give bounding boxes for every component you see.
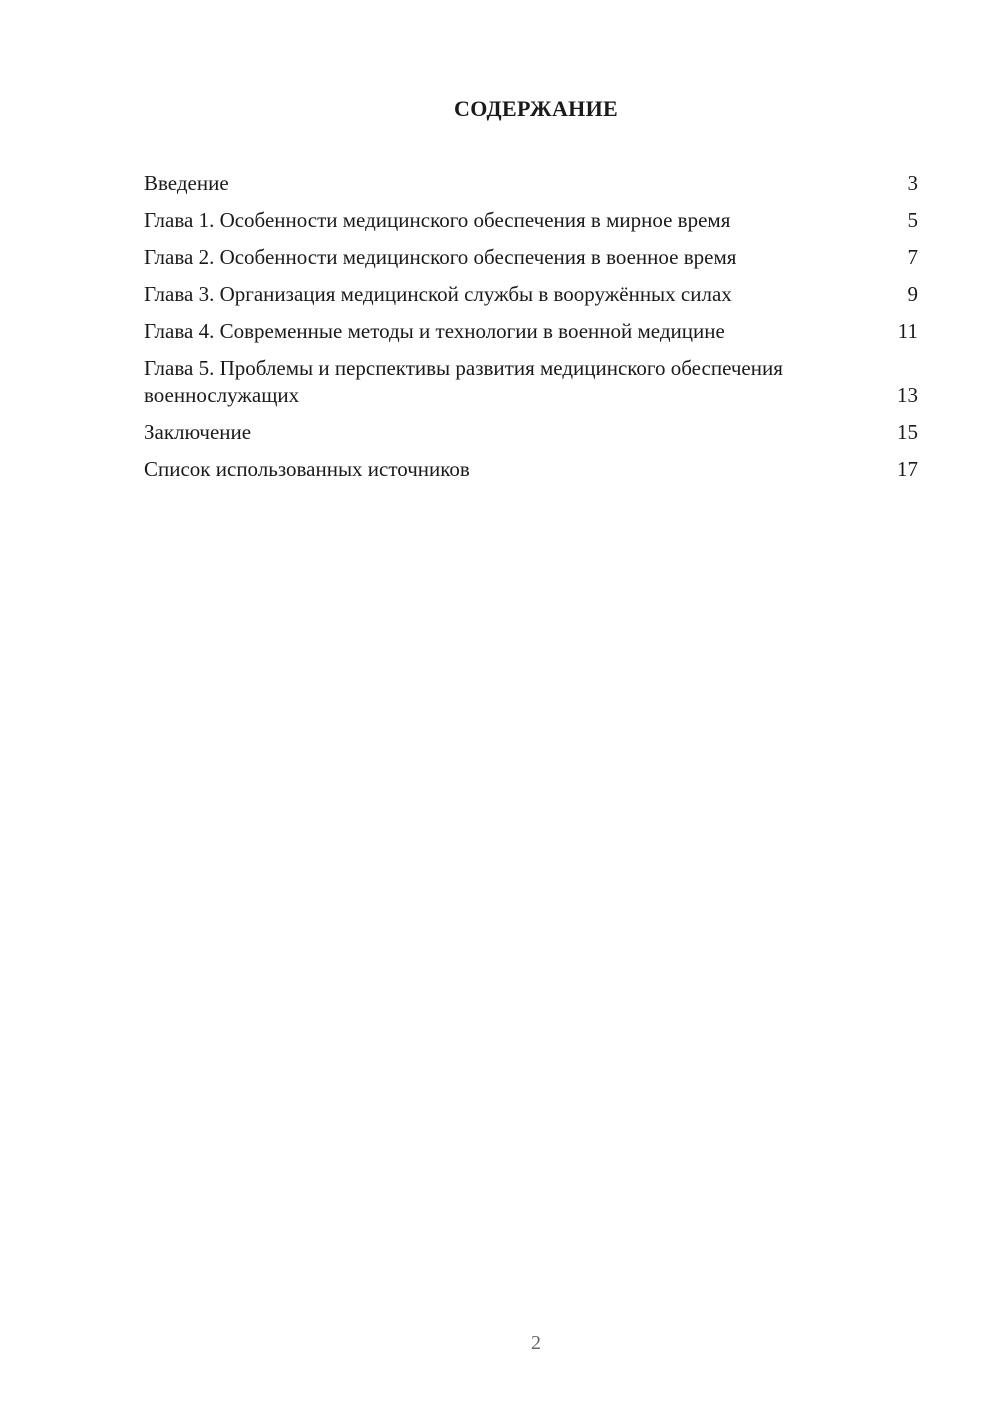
toc-entry-page: 17 bbox=[897, 457, 918, 481]
toc-entry-title: Введение bbox=[144, 171, 229, 195]
toc-entry[interactable] bbox=[144, 419, 918, 446]
page-title: СОДЕРЖАНИЕ bbox=[454, 96, 618, 121]
toc-entry-page: 15 bbox=[897, 420, 918, 444]
toc-entry-title: Глава 1. Особенности медицинского обеспечения в мирное время bbox=[144, 208, 731, 232]
toc-entry-title: Заключение bbox=[144, 420, 252, 444]
toc-entry[interactable] bbox=[144, 170, 918, 197]
table-of-contents bbox=[144, 170, 918, 493]
toc-entry-title: Список использованных источников bbox=[144, 457, 470, 481]
page-number: 2 bbox=[531, 1332, 541, 1354]
toc-entry[interactable] bbox=[144, 318, 918, 345]
toc-entry[interactable] bbox=[144, 355, 918, 409]
toc-entry[interactable] bbox=[144, 281, 918, 308]
toc-entry-page: 9 bbox=[907, 282, 918, 306]
toc-entry[interactable] bbox=[144, 207, 918, 234]
toc-entry-page: 5 bbox=[907, 208, 918, 232]
toc-entry-title: Глава 2. Особенности медицинского обеспечения в военное время bbox=[144, 245, 737, 269]
toc-entry-title: Глава 5. Проблемы и перспективы развития медицинского обеспечения военнослужащих bbox=[144, 356, 783, 407]
toc-entry-page: 3 bbox=[907, 171, 918, 195]
toc-entry-page: 11 bbox=[897, 319, 918, 343]
toc-entry-page: 13 bbox=[897, 383, 918, 407]
toc-entry-title: Глава 4. Современные методы и технологии в военной медицине bbox=[144, 319, 725, 343]
toc-entry-page: 7 bbox=[907, 245, 918, 269]
toc-entry[interactable] bbox=[144, 244, 918, 271]
toc-entry[interactable] bbox=[144, 456, 918, 483]
toc-entry-title: Глава 3. Организация медицинской службы в вооружённых силах bbox=[144, 282, 732, 306]
